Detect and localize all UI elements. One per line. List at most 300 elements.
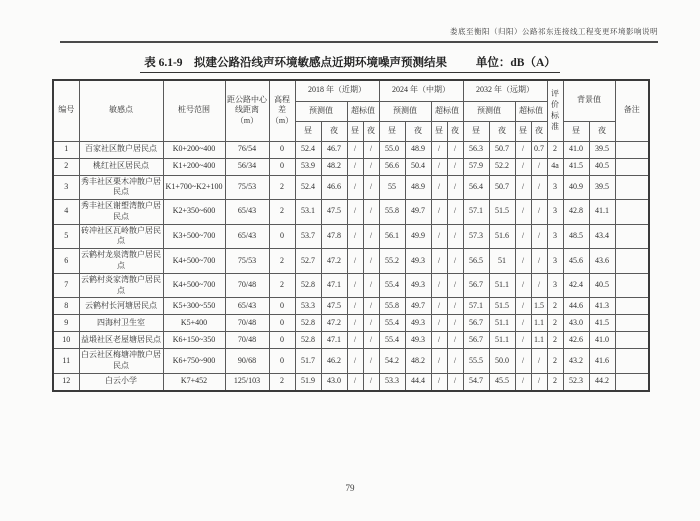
predicted-night-2032: 50.0 bbox=[489, 349, 515, 374]
standard-value: 2 bbox=[547, 315, 563, 332]
elevation-value: 2 bbox=[269, 374, 295, 391]
exceed-night-2018: / bbox=[363, 200, 379, 225]
remark-value bbox=[615, 349, 649, 374]
exceed-day-2024: / bbox=[431, 315, 447, 332]
header-predicted-2018: 预测值 bbox=[295, 101, 347, 121]
predicted-day-2018: 52.7 bbox=[295, 249, 321, 274]
header-exceed-2032: 超标值 bbox=[515, 101, 547, 121]
distance-value: 65/43 bbox=[225, 200, 269, 225]
predicted-day-2032: 57.1 bbox=[463, 200, 489, 225]
exceed-day-2024: / bbox=[431, 249, 447, 274]
row-no: 4 bbox=[53, 200, 79, 225]
table-row bbox=[53, 273, 649, 298]
remark-value bbox=[615, 175, 649, 200]
sensitive-point-name: 四海村卫生室 bbox=[79, 315, 163, 332]
predicted-day-2018: 53.1 bbox=[295, 200, 321, 225]
distance-value: 70/48 bbox=[225, 315, 269, 332]
stake-range: K6+150~350 bbox=[163, 332, 225, 349]
background-day-value: 42.4 bbox=[563, 273, 589, 298]
predicted-night-2032: 51.1 bbox=[489, 273, 515, 298]
predicted-day-2032: 57.3 bbox=[463, 224, 489, 249]
sensitive-point-name: 百家社区散户居民点 bbox=[79, 141, 163, 158]
predicted-night-2024: 48.2 bbox=[405, 349, 431, 374]
distance-value: 70/48 bbox=[225, 273, 269, 298]
predicted-day-2024: 55.4 bbox=[379, 332, 405, 349]
predicted-night-2032: 50.7 bbox=[489, 141, 515, 158]
table-row bbox=[53, 175, 649, 200]
remark-value bbox=[615, 224, 649, 249]
predicted-day-2018: 52.4 bbox=[295, 175, 321, 200]
standard-value: 2 bbox=[547, 298, 563, 315]
exceed-night-2024: / bbox=[447, 249, 463, 274]
background-night-value: 40.5 bbox=[589, 158, 615, 175]
background-night-value: 44.2 bbox=[589, 374, 615, 391]
predicted-night-2032: 52.2 bbox=[489, 158, 515, 175]
row-no: 12 bbox=[53, 374, 79, 391]
table-row bbox=[53, 315, 649, 332]
header-background-day: 昼 bbox=[563, 121, 589, 141]
exceed-day-2024: / bbox=[431, 224, 447, 249]
exceed-night-2018: / bbox=[363, 175, 379, 200]
exceed-night-2032: / bbox=[531, 200, 547, 225]
exceed-day-2018: / bbox=[347, 224, 363, 249]
background-day-value: 41.5 bbox=[563, 158, 589, 175]
predicted-day-2024: 55.8 bbox=[379, 200, 405, 225]
exceed-night-2032: / bbox=[531, 158, 547, 175]
exceed-day-2018: / bbox=[347, 158, 363, 175]
exceed-day-2032: / bbox=[515, 158, 531, 175]
predicted-night-2024: 50.4 bbox=[405, 158, 431, 175]
predicted-day-2032: 56.3 bbox=[463, 141, 489, 158]
row-no: 1 bbox=[53, 141, 79, 158]
sensitive-point-name: 桃红社区居民点 bbox=[79, 158, 163, 175]
exceed-night-2018: / bbox=[363, 315, 379, 332]
exceed-day-2024: / bbox=[431, 158, 447, 175]
exceed-day-2018: / bbox=[347, 141, 363, 158]
predicted-night-2018: 46.7 bbox=[321, 141, 347, 158]
predicted-night-2018: 47.1 bbox=[321, 273, 347, 298]
predicted-day-2024: 55.4 bbox=[379, 273, 405, 298]
predicted-day-2018: 51.7 bbox=[295, 349, 321, 374]
elevation-value: 2 bbox=[269, 273, 295, 298]
predicted-day-2018: 53.7 bbox=[295, 224, 321, 249]
exceed-day-2032: / bbox=[515, 200, 531, 225]
page-number: 79 bbox=[345, 483, 355, 493]
elevation-value: 0 bbox=[269, 141, 295, 158]
elevation-value: 0 bbox=[269, 224, 295, 249]
row-no: 11 bbox=[53, 349, 79, 374]
predicted-day-2024: 56.6 bbox=[379, 158, 405, 175]
predicted-day-2032: 57.9 bbox=[463, 158, 489, 175]
standard-value: 4a bbox=[547, 158, 563, 175]
predicted-night-2032: 51.5 bbox=[489, 298, 515, 315]
predicted-day-2018: 52.4 bbox=[295, 141, 321, 158]
standard-value: 2 bbox=[547, 349, 563, 374]
exceed-day-2032: / bbox=[515, 298, 531, 315]
row-no: 7 bbox=[53, 273, 79, 298]
remark-value bbox=[615, 298, 649, 315]
predicted-night-2032: 50.7 bbox=[489, 175, 515, 200]
background-night-value: 40.5 bbox=[589, 273, 615, 298]
distance-value: 76/54 bbox=[225, 141, 269, 158]
table-row bbox=[53, 332, 649, 349]
exceed-night-2018: / bbox=[363, 249, 379, 274]
background-night-value: 41.3 bbox=[589, 298, 615, 315]
standard-value: 3 bbox=[547, 200, 563, 225]
background-night-value: 41.0 bbox=[589, 332, 615, 349]
predicted-night-2018: 47.2 bbox=[321, 315, 347, 332]
predicted-night-2032: 51 bbox=[489, 249, 515, 274]
exceed-day-2032: / bbox=[515, 175, 531, 200]
exceed-day-2024: / bbox=[431, 349, 447, 374]
exceed-night-2024: / bbox=[447, 332, 463, 349]
exceed-day-2018: / bbox=[347, 298, 363, 315]
background-night-value: 41.5 bbox=[589, 315, 615, 332]
exceed-night-2018: / bbox=[363, 332, 379, 349]
background-day-value: 42.8 bbox=[563, 200, 589, 225]
exceed-day-2024: / bbox=[431, 273, 447, 298]
stake-range: K4+500~700 bbox=[163, 273, 225, 298]
predicted-day-2018: 52.8 bbox=[295, 273, 321, 298]
stake-range: K2+350~600 bbox=[163, 200, 225, 225]
stake-range: K6+750~900 bbox=[163, 349, 225, 374]
predicted-night-2018: 43.0 bbox=[321, 374, 347, 391]
sensitive-point-name: 秀丰社区谢塱湾散户居民点 bbox=[79, 200, 163, 225]
background-night-value: 41.6 bbox=[589, 349, 615, 374]
exceed-day-2032: / bbox=[515, 141, 531, 158]
header-night: 夜 bbox=[321, 121, 347, 141]
header-year-2018: 2018 年（近期） bbox=[295, 80, 379, 101]
row-no: 6 bbox=[53, 249, 79, 274]
exceed-night-2024: / bbox=[447, 374, 463, 391]
header-night: 夜 bbox=[447, 121, 463, 141]
exceed-night-2024: / bbox=[447, 175, 463, 200]
elevation-value: 2 bbox=[269, 200, 295, 225]
background-day-value: 42.6 bbox=[563, 332, 589, 349]
predicted-day-2024: 53.3 bbox=[379, 374, 405, 391]
stake-range: K5+400 bbox=[163, 315, 225, 332]
elevation-value: 0 bbox=[269, 332, 295, 349]
predicted-day-2018: 53.9 bbox=[295, 158, 321, 175]
exceed-night-2032: / bbox=[531, 224, 547, 249]
exceed-night-2024: / bbox=[447, 158, 463, 175]
predicted-night-2024: 49.3 bbox=[405, 273, 431, 298]
predicted-night-2024: 49.7 bbox=[405, 298, 431, 315]
table-title bbox=[140, 54, 560, 73]
header-year-2032: 2032 年（远期） bbox=[463, 80, 547, 101]
sensitive-point-name: 白云社区梅塘冲散户居民点 bbox=[79, 349, 163, 374]
exceed-night-2032: / bbox=[531, 175, 547, 200]
predicted-night-2018: 46.2 bbox=[321, 349, 347, 374]
exceed-day-2032: / bbox=[515, 249, 531, 274]
elevation-value: 0 bbox=[269, 158, 295, 175]
exceed-day-2032: / bbox=[515, 273, 531, 298]
elevation-value: 2 bbox=[269, 175, 295, 200]
exceed-night-2032: 0.7 bbox=[531, 141, 547, 158]
header-sensitive-point: 敏感点 bbox=[79, 80, 163, 141]
distance-value: 75/53 bbox=[225, 249, 269, 274]
predicted-day-2032: 57.1 bbox=[463, 298, 489, 315]
predicted-night-2024: 49.3 bbox=[405, 315, 431, 332]
predicted-night-2018: 47.2 bbox=[321, 249, 347, 274]
standard-value: 3 bbox=[547, 175, 563, 200]
predicted-night-2018: 46.6 bbox=[321, 175, 347, 200]
table-row bbox=[53, 224, 649, 249]
exceed-day-2032: / bbox=[515, 315, 531, 332]
predicted-night-2024: 49.7 bbox=[405, 200, 431, 225]
predicted-night-2018: 47.5 bbox=[321, 200, 347, 225]
standard-value: 2 bbox=[547, 374, 563, 391]
standard-value: 3 bbox=[547, 224, 563, 249]
background-night-value: 39.5 bbox=[589, 175, 615, 200]
predicted-day-2018: 52.8 bbox=[295, 315, 321, 332]
exceed-night-2024: / bbox=[447, 224, 463, 249]
header-night: 夜 bbox=[405, 121, 431, 141]
table-row bbox=[53, 158, 649, 175]
exceed-day-2024: / bbox=[431, 332, 447, 349]
header-night: 夜 bbox=[531, 121, 547, 141]
background-day-value: 41.0 bbox=[563, 141, 589, 158]
predicted-night-2018: 48.2 bbox=[321, 158, 347, 175]
exceed-night-2024: / bbox=[447, 298, 463, 315]
elevation-value: 0 bbox=[269, 315, 295, 332]
standard-value: 2 bbox=[547, 141, 563, 158]
table-row bbox=[53, 141, 649, 158]
table-row bbox=[53, 298, 649, 315]
stake-range: K0+200~400 bbox=[163, 141, 225, 158]
row-no: 2 bbox=[53, 158, 79, 175]
exceed-night-2024: / bbox=[447, 141, 463, 158]
remark-value bbox=[615, 315, 649, 332]
exceed-day-2032: / bbox=[515, 374, 531, 391]
header-night: 夜 bbox=[489, 121, 515, 141]
row-no: 3 bbox=[53, 175, 79, 200]
exceed-night-2018: / bbox=[363, 158, 379, 175]
sensitive-point-name: 云鹤村龙泉湾散户居民点 bbox=[79, 249, 163, 274]
stake-range: K4+500~700 bbox=[163, 249, 225, 274]
predicted-night-2018: 47.1 bbox=[321, 332, 347, 349]
header-distance: 距公路中心线距离（m） bbox=[225, 80, 269, 141]
header-night: 夜 bbox=[363, 121, 379, 141]
header-stake-range: 桩号范围 bbox=[163, 80, 225, 141]
predicted-night-2018: 47.8 bbox=[321, 224, 347, 249]
exceed-night-2032: / bbox=[531, 349, 547, 374]
header-exceed-2018: 超标值 bbox=[347, 101, 379, 121]
header-elevation: 高程差（m） bbox=[269, 80, 295, 141]
table-body bbox=[53, 141, 649, 391]
predicted-day-2018: 51.9 bbox=[295, 374, 321, 391]
background-day-value: 40.9 bbox=[563, 175, 589, 200]
remark-value bbox=[615, 158, 649, 175]
exceed-day-2018: / bbox=[347, 332, 363, 349]
exceed-day-2018: / bbox=[347, 249, 363, 274]
predicted-night-2032: 51.5 bbox=[489, 200, 515, 225]
distance-value: 65/43 bbox=[225, 224, 269, 249]
standard-value: 3 bbox=[547, 249, 563, 274]
running-header bbox=[60, 26, 658, 43]
exceed-night-2024: / bbox=[447, 273, 463, 298]
sensitive-point-name: 益塅社区老屋塘居民点 bbox=[79, 332, 163, 349]
exceed-night-2018: / bbox=[363, 298, 379, 315]
table-row bbox=[53, 374, 649, 391]
predicted-night-2018: 47.5 bbox=[321, 298, 347, 315]
predicted-day-2032: 56.7 bbox=[463, 315, 489, 332]
predicted-day-2024: 55 bbox=[379, 175, 405, 200]
exceed-night-2018: / bbox=[363, 273, 379, 298]
predicted-day-2024: 56.1 bbox=[379, 224, 405, 249]
header-background-night: 夜 bbox=[589, 121, 615, 141]
header-remark: 备注 bbox=[615, 80, 649, 141]
header-day: 昼 bbox=[515, 121, 531, 141]
background-night-value: 41.1 bbox=[589, 200, 615, 225]
exceed-day-2018: / bbox=[347, 175, 363, 200]
background-day-value: 48.5 bbox=[563, 224, 589, 249]
elevation-value: 0 bbox=[269, 298, 295, 315]
exceed-day-2032: / bbox=[515, 224, 531, 249]
exceed-day-2024: / bbox=[431, 141, 447, 158]
predicted-night-2024: 49.9 bbox=[405, 224, 431, 249]
distance-value: 65/43 bbox=[225, 298, 269, 315]
header-background: 背景值 bbox=[563, 80, 615, 121]
background-day-value: 43.0 bbox=[563, 315, 589, 332]
remark-value bbox=[615, 249, 649, 274]
sensitive-point-name: 白云小学 bbox=[79, 374, 163, 391]
distance-value: 70/48 bbox=[225, 332, 269, 349]
stake-range: K7+452 bbox=[163, 374, 225, 391]
predicted-night-2024: 44.4 bbox=[405, 374, 431, 391]
header-day: 昼 bbox=[295, 121, 321, 141]
exceed-day-2032: / bbox=[515, 349, 531, 374]
exceed-day-2024: / bbox=[431, 374, 447, 391]
exceed-day-2018: / bbox=[347, 200, 363, 225]
predicted-day-2032: 56.7 bbox=[463, 332, 489, 349]
remark-value bbox=[615, 141, 649, 158]
predicted-day-2024: 55.8 bbox=[379, 298, 405, 315]
table-row bbox=[53, 349, 649, 374]
table-title-text: 表 6.1-9 拟建公路沿线声环境敏感点近期环境噪声预测结果 bbox=[144, 57, 448, 69]
distance-value: 56/34 bbox=[225, 158, 269, 175]
background-night-value: 43.4 bbox=[589, 224, 615, 249]
predicted-day-2024: 55.4 bbox=[379, 315, 405, 332]
header-no: 编号 bbox=[53, 80, 79, 141]
elevation-value: 0 bbox=[269, 349, 295, 374]
header-predicted-2032: 预测值 bbox=[463, 101, 515, 121]
sensitive-point-name: 秀丰社区栗木冲散户居民点 bbox=[79, 175, 163, 200]
exceed-night-2024: / bbox=[447, 315, 463, 332]
exceed-day-2024: / bbox=[431, 298, 447, 315]
header-year-2024: 2024 年（中期） bbox=[379, 80, 463, 101]
table-row bbox=[53, 249, 649, 274]
header-day: 昼 bbox=[431, 121, 447, 141]
row-no: 8 bbox=[53, 298, 79, 315]
predicted-night-2024: 48.9 bbox=[405, 141, 431, 158]
predicted-day-2032: 56.4 bbox=[463, 175, 489, 200]
exceed-day-2024: / bbox=[431, 175, 447, 200]
table-header bbox=[53, 80, 649, 141]
remark-value bbox=[615, 200, 649, 225]
distance-value: 90/68 bbox=[225, 349, 269, 374]
table-row bbox=[53, 200, 649, 225]
stake-range: K1+700~K2+100 bbox=[163, 175, 225, 200]
exceed-day-2024: / bbox=[431, 200, 447, 225]
table-unit-label: 单位：dB（A） bbox=[475, 57, 556, 69]
exceed-night-2018: / bbox=[363, 374, 379, 391]
sensitive-point-name: 砖冲社区瓦岭散户居民点 bbox=[79, 224, 163, 249]
predicted-night-2024: 49.3 bbox=[405, 249, 431, 274]
predicted-day-2018: 53.3 bbox=[295, 298, 321, 315]
stake-range: K1+200~400 bbox=[163, 158, 225, 175]
background-day-value: 45.6 bbox=[563, 249, 589, 274]
predicted-night-2032: 51.1 bbox=[489, 332, 515, 349]
exceed-night-2024: / bbox=[447, 200, 463, 225]
predicted-day-2032: 56.7 bbox=[463, 273, 489, 298]
exceed-night-2032: 1.1 bbox=[531, 332, 547, 349]
row-no: 5 bbox=[53, 224, 79, 249]
stake-range: K5+300~550 bbox=[163, 298, 225, 315]
header-standard: 评价标准 bbox=[547, 80, 563, 141]
header-day: 昼 bbox=[379, 121, 405, 141]
predicted-day-2018: 52.8 bbox=[295, 332, 321, 349]
predicted-night-2024: 49.3 bbox=[405, 332, 431, 349]
predicted-day-2032: 56.5 bbox=[463, 249, 489, 274]
elevation-value: 2 bbox=[269, 249, 295, 274]
background-day-value: 44.6 bbox=[563, 298, 589, 315]
standard-value: 2 bbox=[547, 332, 563, 349]
header-day: 昼 bbox=[463, 121, 489, 141]
header-day: 昼 bbox=[347, 121, 363, 141]
predicted-night-2032: 51.6 bbox=[489, 224, 515, 249]
predicted-night-2024: 48.9 bbox=[405, 175, 431, 200]
predicted-day-2032: 55.5 bbox=[463, 349, 489, 374]
exceed-night-2032: 1.1 bbox=[531, 315, 547, 332]
predicted-night-2032: 51.1 bbox=[489, 315, 515, 332]
remark-value bbox=[615, 332, 649, 349]
background-night-value: 39.5 bbox=[589, 141, 615, 158]
exceed-night-2024: / bbox=[447, 349, 463, 374]
standard-value: 3 bbox=[547, 273, 563, 298]
exceed-day-2018: / bbox=[347, 273, 363, 298]
exceed-night-2032: 1.5 bbox=[531, 298, 547, 315]
predicted-day-2024: 54.2 bbox=[379, 349, 405, 374]
running-header-text: 娄底至衡阳（归阳）公路祁东连接线工程变更环境影响说明 bbox=[450, 27, 658, 36]
background-night-value: 43.6 bbox=[589, 249, 615, 274]
exceed-night-2018: / bbox=[363, 349, 379, 374]
exceed-day-2018: / bbox=[347, 349, 363, 374]
stake-range: K3+500~700 bbox=[163, 224, 225, 249]
exceed-night-2018: / bbox=[363, 224, 379, 249]
background-day-value: 52.3 bbox=[563, 374, 589, 391]
distance-value: 125/103 bbox=[225, 374, 269, 391]
predicted-day-2024: 55.2 bbox=[379, 249, 405, 274]
distance-value: 75/53 bbox=[225, 175, 269, 200]
predicted-day-2024: 55.0 bbox=[379, 141, 405, 158]
predicted-day-2032: 54.7 bbox=[463, 374, 489, 391]
predicted-night-2032: 45.5 bbox=[489, 374, 515, 391]
sensitive-point-name: 云鹤村长河塘居民点 bbox=[79, 298, 163, 315]
exceed-night-2032: / bbox=[531, 374, 547, 391]
header-predicted-2024: 预测值 bbox=[379, 101, 431, 121]
background-day-value: 43.2 bbox=[563, 349, 589, 374]
table-title-row bbox=[0, 53, 700, 73]
exceed-night-2018: / bbox=[363, 141, 379, 158]
exceed-night-2032: / bbox=[531, 249, 547, 274]
exceed-day-2032: / bbox=[515, 332, 531, 349]
noise-prediction-table bbox=[52, 79, 650, 392]
remark-value bbox=[615, 374, 649, 391]
exceed-night-2032: / bbox=[531, 273, 547, 298]
exceed-day-2018: / bbox=[347, 315, 363, 332]
row-no: 9 bbox=[53, 315, 79, 332]
